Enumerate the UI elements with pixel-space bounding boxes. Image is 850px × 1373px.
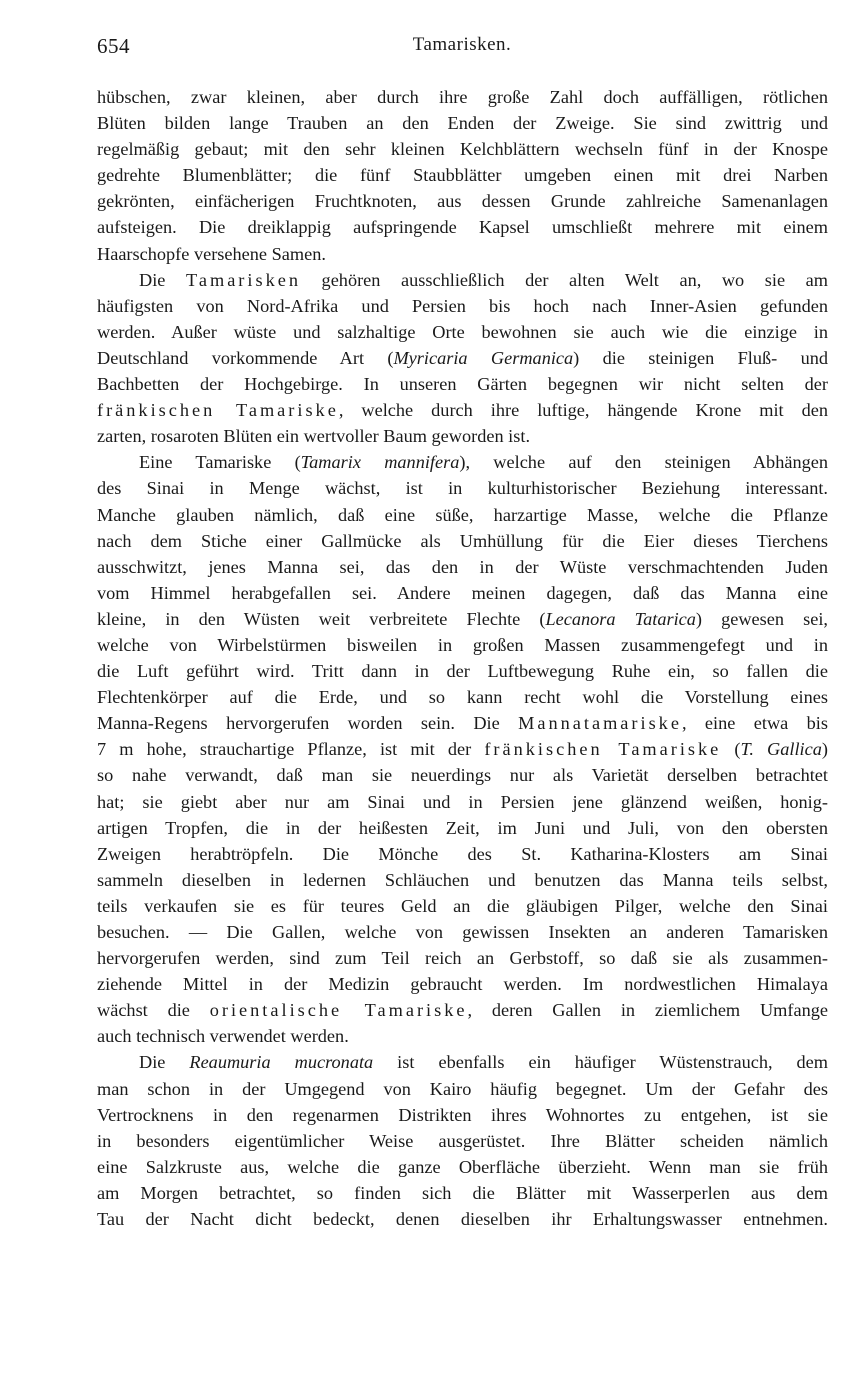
species-name: Reaumuria mucronata bbox=[189, 1052, 374, 1073]
text-line: sammeln dieselben in ledernen Schläuchen und benutzen das Manna teils selbst, bbox=[97, 869, 828, 890]
text-line: besuchen. — Die Gallen, welche von gewissen Insekten an anderen Tamarisken bbox=[97, 922, 828, 942]
text-line: häufigsten von Nord-Afrika und Persien bis hoch nach Inner-Asien gefunden bbox=[97, 295, 828, 316]
text-line: vom Himmel herabgefallen sei. Andere meinen dagegen, daß das Manna eine bbox=[97, 582, 828, 603]
running-title: Tamarisken. bbox=[412, 34, 512, 55]
text-line: 7 m hohe, strauchartige Pflanze, ist mit der fränkischen Tamariske (T. Gallica) bbox=[97, 739, 828, 760]
text-line: die Luft geführt wird. Tritt dann in der Luftbewegung Ruhe ein, so fallen die bbox=[97, 661, 828, 682]
text-line: so nahe verwandt, daß man sie neuerdings nur als Varietät derselben betrachtet bbox=[97, 765, 828, 786]
text-line: teils verkaufen sie es für teures Geld an die gläubigen Pilger, welche den Sinai bbox=[97, 895, 828, 916]
text-line: Haarschopfe versehene Samen. bbox=[97, 243, 326, 264]
text-line: kleine, in den Wüsten weit verbreitete Flechte (Lecanora Tatarica) gewesen sei, bbox=[97, 608, 828, 629]
text-line: wächst die orientalische Tamariske, deren Gallen in ziemlichem Umfange bbox=[97, 1000, 828, 1021]
page-header bbox=[97, 34, 827, 70]
text-line: artigen Tropfen, die in der heißesten Zeit, im Juni und Juli, von den obersten bbox=[97, 817, 828, 838]
text-line: Die Tamarisken gehören ausschließlich der alten Welt an, wo sie am bbox=[139, 269, 828, 290]
text-line: des Sinai in Menge wächst, ist in kulturhistorischer Beziehung interessant. bbox=[97, 478, 828, 499]
text-line: fränkischen Tamariske, welche durch ihre luftige, hängende Krone mit den bbox=[97, 400, 828, 421]
text-line: ziehende Mittel in der Medizin gebraucht werden. Im nordwestlichen Himalaya bbox=[97, 974, 828, 995]
paragraph bbox=[97, 1049, 828, 1232]
text-line: gedrehte Blumenblätter; die fünf Staubblätter umgeben einen mit drei Narben bbox=[97, 165, 828, 186]
spaced-term: fränkischen Tamariske bbox=[97, 400, 339, 421]
paragraph bbox=[97, 449, 828, 1049]
page-number: 654 bbox=[97, 34, 130, 58]
text-line: hat; sie giebt aber nur am Sinai und in Persien jene glänzend weißen, honig- bbox=[97, 791, 828, 812]
text-line: man schon in der Umgegend von Kairo häufig begegnet. Um der Gefahr des bbox=[97, 1078, 828, 1099]
text-line: gekrönten, einfächerigen Fruchtknoten, aus dessen Grunde zahlreiche Samenanlagen bbox=[97, 191, 828, 212]
text-line: ausschwitzt, jenes Manna sei, das den in der Wüste verschmachtenden Juden bbox=[97, 556, 828, 577]
text-line: Bachbetten der Hochgebirge. In unseren Gärten begegnen wir nicht selten der bbox=[97, 374, 828, 395]
text-line: auch technisch verwendet werden. bbox=[97, 1026, 349, 1047]
text-line: Flechtenkörper auf die Erde, und so kann recht wohl die Vorstellung eines bbox=[97, 687, 828, 708]
body-text bbox=[97, 84, 828, 1232]
text-line: nach dem Stiche einer Gallmücke als Umhüllung für die Eier dieses Tierchens bbox=[97, 530, 828, 551]
spaced-term: Tamarisken bbox=[185, 269, 301, 290]
text-line: Manna-Regens hervorgerufen worden sein. Die Mannatamariske, eine etwa bis bbox=[97, 713, 828, 734]
text-line: in besonders eigentümlicher Weise ausgerüstet. Ihre Blätter scheiden nämlich bbox=[97, 1130, 828, 1151]
species-name: Myricaria Germanica bbox=[393, 347, 574, 368]
text-line: eine Salzkruste aus, welche die ganze Oberfläche überzieht. Wenn man sie früh bbox=[97, 1156, 828, 1177]
text-line: hübschen, zwar kleinen, aber durch ihre große Zahl doch auffälligen, rötlichen bbox=[97, 87, 828, 107]
paragraph bbox=[97, 267, 828, 450]
paragraph bbox=[97, 84, 828, 267]
spaced-term: orientalische Tamariske bbox=[209, 1000, 468, 1021]
text-line: aufsteigen. Die dreiklappig aufspringende Kapsel umschließt mehrere mit einem bbox=[97, 217, 828, 238]
species-name: Lecanora Tatarica bbox=[545, 608, 696, 629]
text-line: Eine Tamariske (Tamarix mannifera), welche auf den steinigen Abhängen bbox=[139, 452, 828, 473]
text-line: Manche glauben nämlich, daß eine süße, harzartige Masse, welche die Pflanze bbox=[97, 504, 828, 525]
text-line: werden. Außer wüste und salzhaltige Orte bewohnen sie auch wie die einzige in bbox=[97, 321, 828, 342]
spaced-term: fränkischen Tamariske bbox=[484, 739, 722, 760]
text-line: zarten, rosaroten Blüten ein wertvoller Baum geworden ist. bbox=[97, 426, 531, 447]
species-name: T. Gallica bbox=[740, 739, 822, 760]
text-line: Tau der Nacht dicht bedeckt, denen dieselben ihr Erhaltungswasser entnehmen. bbox=[97, 1209, 828, 1230]
text-line: hervorgerufen werden, sind zum Teil reich an Gerbstoff, so daß sie als zusammen- bbox=[97, 948, 828, 969]
text-line: am Morgen betrachtet, so finden sich die Blätter mit Wasserperlen aus dem bbox=[97, 1182, 828, 1203]
text-line: welche von Wirbelstürmen bisweilen in großen Massen zusammengefegt und in bbox=[97, 634, 828, 655]
text-line: Vertrocknens in den regenarmen Distrikten ihres Wohnortes zu entgehen, ist sie bbox=[97, 1104, 828, 1125]
text-line: Die Reaumuria mucronata ist ebenfalls ein häufiger Wüstenstrauch, dem bbox=[139, 1052, 829, 1073]
text-line: Zweigen herabtröpfeln. Die Mönche des St. Katharina-Klosters am Sinai bbox=[97, 843, 828, 864]
text-line: Deutschland vorkommende Art (Myricaria Germanica) die steinigen Fluß- und bbox=[97, 347, 828, 368]
text-line: regelmäßig gebaut; mit den sehr kleinen Kelchblättern wechseln fünf in der Knospe bbox=[97, 139, 828, 160]
text-line: Blüten bilden lange Trauben an den Enden der Zweige. Sie sind zwittrig und bbox=[97, 113, 828, 134]
species-name: Tamarix mannifera bbox=[300, 452, 460, 473]
spaced-term: Mannatamariske bbox=[518, 713, 682, 734]
